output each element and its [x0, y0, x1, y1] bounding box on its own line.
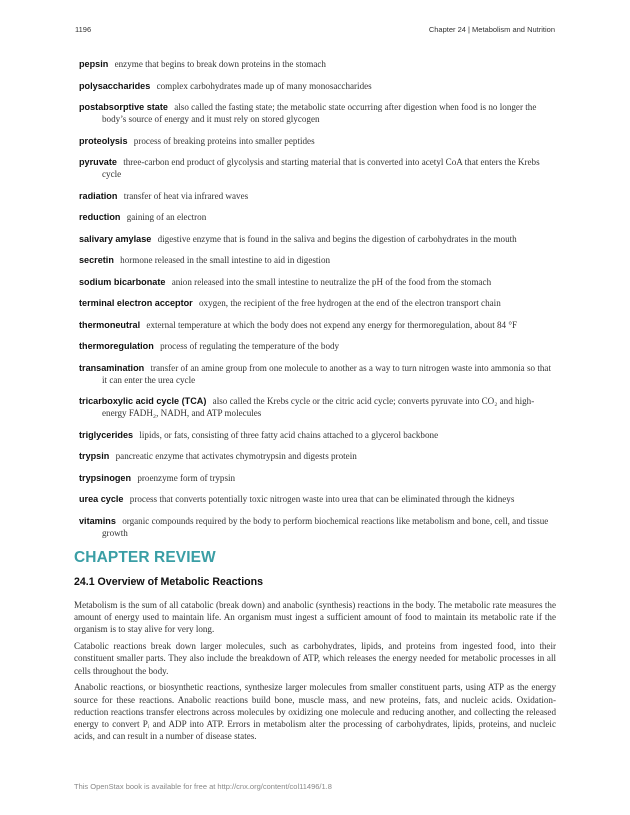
page-header [75, 25, 555, 37]
glossary-term: sodium bicarbonate [79, 276, 166, 287]
glossary-entry [79, 395, 556, 419]
glossary-entry [79, 515, 556, 539]
glossary-entry [79, 58, 556, 70]
glossary-definition: pancreatic enzyme that activates chymotrypsin and digests protein [115, 451, 357, 461]
glossary-entry [79, 319, 556, 331]
glossary-entry [79, 362, 556, 386]
glossary-definition: oxygen, the recipient of the free hydrogen at the end of the electron transport chain [199, 298, 501, 308]
glossary-term: radiation [79, 190, 118, 201]
section-heading: 24.1 Overview of Metabolic Reactions [74, 576, 263, 588]
glossary-entry [79, 254, 556, 266]
glossary-term: thermoregulation [79, 341, 154, 351]
glossary-term: pepsin [79, 59, 109, 69]
glossary-entry [79, 233, 556, 245]
glossary-definition: lipids, or fats, consisting of three fatty acid chains attached to a glycerol backbone [139, 429, 439, 440]
glossary-entry [79, 297, 556, 309]
page-number: 1196 [75, 25, 92, 34]
chapter-review-heading: CHAPTER REVIEW [74, 549, 216, 566]
glossary-term: postabsorptive state [79, 102, 168, 112]
glossary-entry [79, 135, 556, 147]
glossary-term: proteolysis [79, 135, 128, 146]
review-paragraph: Catabolic reactions break down larger molecules, such as carbohydrates, lipids, and proteins from ingested food, into their constituent smaller parts. They also include the breakdown of ATP, which releases the energy needed for metabolic processes in all cells throughout the body. [74, 641, 556, 676]
review-body [74, 599, 556, 747]
glossary-term: vitamins [79, 515, 116, 526]
glossary-term: thermoneutral [79, 319, 141, 330]
glossary-definition: transfer of heat via infrared waves [123, 190, 249, 201]
running-head: Chapter 24 | Metabolism and Nutrition [428, 25, 555, 34]
glossary-entry [79, 211, 556, 223]
glossary-list [79, 58, 556, 548]
glossary-definition: anion released into the small intestine to neutralize the pH of the food from the stomach [171, 276, 492, 287]
glossary-definition: process of regulating the temperature of the body [160, 341, 340, 351]
glossary-definition: external temperature at which the body does not expend any energy for thermoregulation, about 84 °F [146, 319, 518, 330]
glossary-definition: hormone released in the small intestine to aid in digestion [120, 255, 331, 265]
glossary-term: triglycerides [79, 429, 134, 440]
glossary-term: urea cycle [79, 494, 124, 504]
glossary-definition: three-carbon end product of glycolysis and starting material that is converted into acetyl CoA that enters the Krebs cycle [102, 157, 540, 179]
glossary-definition: transfer of an amine group from one molecule to another as a way to turn nitrogen waste into ammonia so that it can enter the urea cycle [102, 362, 551, 385]
glossary-entry [79, 450, 556, 462]
glossary-definition: organic compounds required by the body to perform biochemical reactions like metabolism and bone, cell, and tissue growth [102, 515, 549, 538]
glossary-term: terminal electron acceptor [79, 298, 193, 308]
glossary-entry [79, 190, 556, 202]
glossary-entry [79, 276, 556, 288]
glossary-term: salivary amylase [79, 233, 152, 244]
glossary-entry [79, 101, 556, 125]
glossary-definition: also called the fasting state; the metabolic state occurring after digestion when food is no longer the body’s source of energy and it must rely on stored glycogen [102, 102, 537, 124]
review-paragraph: Anabolic reactions, or biosynthetic reactions, synthesize larger molecules from smaller constituent parts, using ATP as the energy source for these reactions. Anabolic reactions build bone, muscle mass, and new proteins, fats, and nucleic acids. Oxidation-reduction reactions transfer electrons across molecules by oxidizing one molecule and reducing another, and collecting the released energy to convert Pᵢ and ADP into ATP. Errors in metabolism alter the processing of carbohydrates, lipids, proteins, and nucleic acids, and can result in a number of disease states. [74, 682, 556, 742]
glossary-entry [79, 429, 556, 441]
glossary-definition: process that converts potentially toxic nitrogen waste into urea that can be eliminated through the kidneys [129, 494, 515, 504]
glossary-entry [79, 156, 556, 180]
glossary-term: trypsin [79, 451, 110, 461]
glossary-definition: enzyme that begins to break down proteins in the stomach [114, 59, 326, 69]
glossary-entry [79, 80, 556, 92]
glossary-term: secretin [79, 255, 114, 265]
glossary-definition: also called the Krebs cycle or the citric acid cycle; converts pyruvate into CO₂ and high-energy FADH₂, NADH, and ATP molecules [102, 396, 535, 418]
page-footer: This OpenStax book is available for free at http://cnx.org/content/col11496/1.8 [74, 782, 332, 791]
glossary-term: tricarboxylic acid cycle (TCA) [79, 396, 207, 406]
glossary-definition: complex carbohydrates made up of many monosaccharides [156, 80, 372, 91]
glossary-term: reduction [79, 212, 121, 222]
glossary-term: transamination [79, 362, 145, 373]
glossary-entry [79, 340, 556, 352]
glossary-term: polysaccharides [79, 80, 151, 91]
review-paragraph: Metabolism is the sum of all catabolic (break down) and anabolic (synthesis) reactions in the body. The metabolic rate measures the amount of energy used to maintain life. An organism must ingest a sufficient amount of food to maintain its metabolic rate if the organism is to stay alive for very long. [74, 600, 556, 635]
glossary-definition: proenzyme form of trypsin [137, 472, 236, 483]
glossary-definition: digestive enzyme that is found in the saliva and begins the digestion of carbohydrates in the mouth [157, 233, 517, 244]
glossary-definition: gaining of an electron [126, 212, 207, 222]
glossary-term: trypsinogen [79, 472, 132, 483]
glossary-entry [79, 493, 556, 505]
glossary-entry [79, 472, 556, 484]
glossary-term: pyruvate [79, 157, 117, 167]
glossary-definition: process of breaking proteins into smaller peptides [133, 135, 315, 146]
